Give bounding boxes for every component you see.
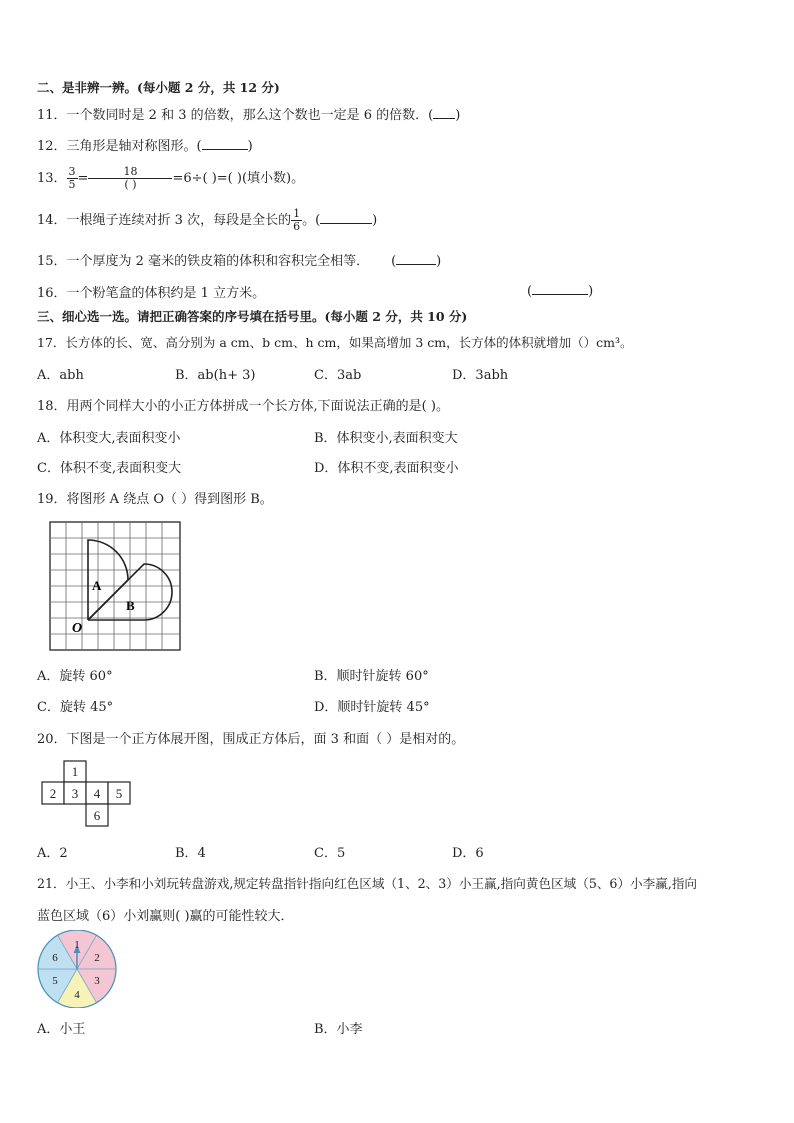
option-20-a[interactable]: A．2 [37,846,68,861]
label-o: O [72,621,83,636]
answer-blank[interactable] [433,106,455,119]
question-12: 12．三角形是轴对称图形。( ) [37,139,253,154]
net-label-1: 1 [71,764,79,779]
question-21-line-1: 21．小王、小李和小刘玩转盘游戏,规定转盘指针指向红色区域（1、2、3）小王赢,指向黄色区域（5、6）小李赢,指向 [37,876,698,891]
option-21-a[interactable]: A．小王 [37,1022,86,1037]
question-12-text: 12．三角形是轴对称图形。( [37,139,202,154]
question-14: 14．一根绳子连续对折 3 次，每段是全长的 $\frac{1}{6}$ 。( ) [37,207,378,233]
option-17-c[interactable]: C．3ab [314,368,362,383]
option-18-b[interactable]: B．体积变小,表面积变大 [314,431,458,446]
net-label-2: 2 [49,786,57,801]
option-18-d[interactable]: D．体积不变,表面积变小 [314,461,459,476]
net-label-4: 4 [93,786,101,801]
option-17-d[interactable]: D．3abh [452,368,509,383]
answer-blank[interactable] [532,282,588,295]
question-20: 20．下图是一个正方体展开图，围成正方体后，面 3 和面（ ）是相对的。 [37,732,465,747]
spinner-label-2: 2 [94,952,100,964]
spinner-label-5: 5 [52,975,58,987]
option-19-a[interactable]: A．旋转 60° [37,669,113,684]
option-20-c[interactable]: C．5 [314,846,346,861]
fraction-one-sixth: $\frac{1}{6}$ [293,207,301,233]
spinner-figure [36,930,118,1008]
spinner-label-4: 4 [74,989,80,1001]
net-label-5: 5 [115,786,123,801]
net-label-6: 6 [93,808,101,823]
question-19: 19．将图形 A 绕点 O（ ）得到图形 B。 [37,492,273,507]
spinner-label-3: 3 [94,975,100,987]
answer-blank[interactable] [320,211,372,224]
option-21-b[interactable]: B．小李 [314,1022,363,1037]
cube-net-figure [40,760,134,828]
question-11-text: 11．一个数同时是 2 和 3 的倍数，那么这个数也一定是 6 的倍数．( [37,108,434,123]
question-16: 16．一个粉笔盒的体积约是 1 立方米。 [37,286,266,301]
question-11: 11．一个数同时是 2 和 3 的倍数，那么这个数也一定是 6 的倍数．( ) [37,108,461,123]
option-20-b[interactable]: B．4 [175,846,206,861]
label-b: B [126,598,135,613]
option-17-a[interactable]: A．abh [37,368,84,383]
question-18: 18．用两个同样大小的小正方体拼成一个长方体,下面说法正确的是( )。 [37,399,449,414]
label-a: A [92,578,102,593]
option-19-d[interactable]: D．顺时针旋转 45° [314,700,430,715]
answer-blank[interactable] [396,252,436,265]
section-two-heading: 二、是非辨一辨。(每小题 2 分，共 12 分) [37,80,280,95]
option-19-b[interactable]: B．顺时针旋转 60° [314,669,429,684]
question-17: 17．长方体的长、宽、高分别为 a cm、b cm、h cm，如果高增加 3 cm，长方体的体积就增加（）cm³。 [37,335,633,350]
fraction-eighteen: $\frac{18}{( )}$ [88,166,172,191]
answer-blank[interactable] [202,137,248,150]
option-20-d[interactable]: D．6 [452,846,484,861]
spinner-label-1: 1 [74,939,80,951]
option-17-b[interactable]: B．ab(h+ 3) [175,368,256,383]
option-18-a[interactable]: A．体积变大,表面积变小 [37,431,181,446]
question-16-answer: ( ) [527,284,594,299]
option-19-c[interactable]: C．旋转 45° [37,700,114,715]
grid-lines [50,522,180,650]
question-21-line-2: 蓝色区域（6）小刘赢则( )赢的可能性较大． [37,909,294,924]
spinner-label-6: 6 [52,952,58,964]
fraction-three-fifths: $\frac{3}{5}$ [68,165,76,191]
question-13: 13． $\frac{3}{5}$ = $\frac{18}{( )}$ =6÷( )=( )(填小数)。 [37,165,305,191]
rotation-grid-figure [48,520,182,652]
option-18-c[interactable]: C．体积不变,表面积变大 [37,461,182,476]
question-15: 15．一个厚度为 2 毫米的铁皮箱的体积和容积完全相等． ( ) [37,254,442,269]
section-three-heading: 三、细心选一选。请把正确答案的序号填在括号里。(每小题 2 分，共 10 分) [37,309,468,324]
net-label-3: 3 [71,786,79,801]
